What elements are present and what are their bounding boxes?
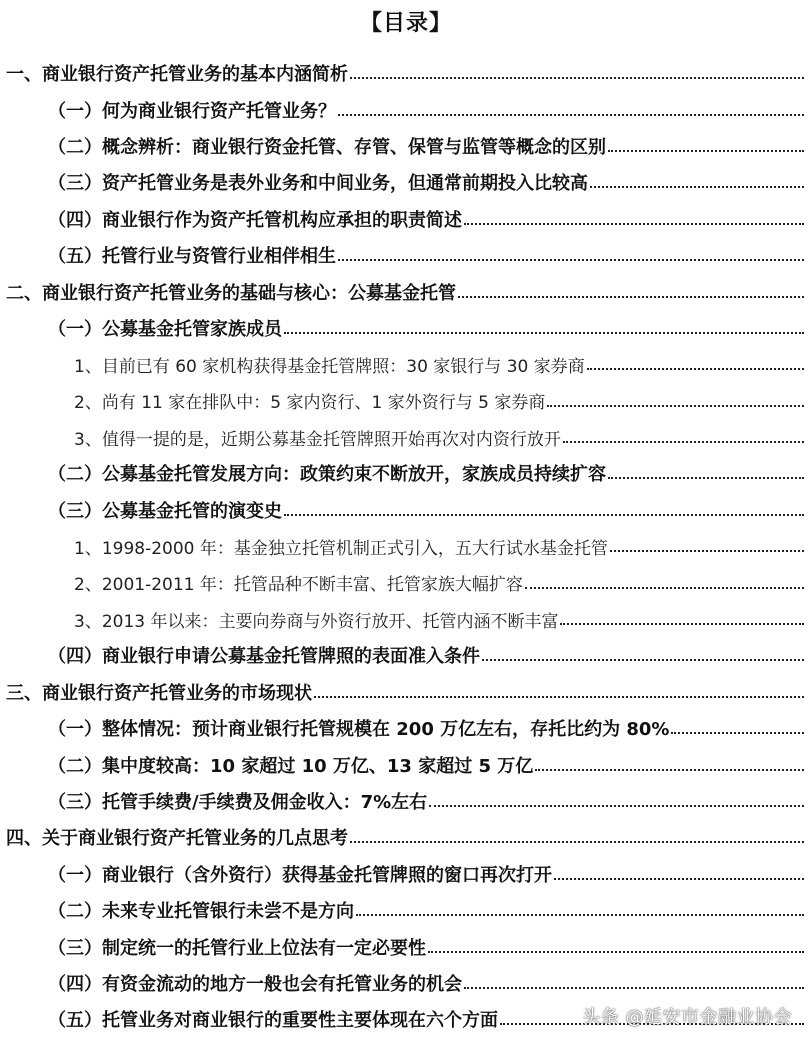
dot-leader bbox=[284, 508, 804, 516]
toc-entry-level-2 bbox=[0, 455, 812, 491]
toc-entry-level-2 bbox=[0, 637, 812, 673]
toc-entry-text: 三、商业银行资产托管业务的市场现状 bbox=[6, 682, 312, 704]
dot-leader bbox=[338, 108, 804, 116]
dot-leader bbox=[535, 763, 804, 771]
toc-entry-level-2 bbox=[0, 164, 812, 200]
toc-entry-text: （四）有资金流动的地方一般也会有托管业务的机会 bbox=[48, 973, 462, 995]
toc-entry-level-2 bbox=[0, 128, 812, 164]
dot-leader bbox=[610, 544, 804, 552]
dot-leader bbox=[428, 945, 804, 953]
toc-entry-text: （一）商业银行（含外资行）获得基金托管牌照的窗口再次打开 bbox=[48, 864, 552, 886]
toc-entry-level-2 bbox=[0, 965, 812, 1001]
toc-entry-text: 1、目前已有 60 家机构获得基金托管牌照：30 家银行与 30 家券商 bbox=[74, 356, 585, 377]
dot-leader bbox=[563, 435, 804, 443]
dot-leader bbox=[464, 981, 804, 989]
dot-leader bbox=[429, 799, 804, 807]
toc-entry-text: （五）托管行业与资管行业相伴相生 bbox=[48, 246, 336, 268]
toc-entry-level-2 bbox=[0, 91, 812, 127]
toc-entry-text: 2、尚有 11 家在排队中：5 家内资行、1 家外资行与 5 家券商 bbox=[74, 393, 546, 414]
dot-leader bbox=[671, 726, 804, 734]
toc-entry-level-2 bbox=[0, 783, 812, 819]
dot-leader bbox=[560, 617, 804, 625]
dot-leader bbox=[356, 908, 804, 916]
dot-leader bbox=[314, 690, 804, 698]
dot-leader bbox=[608, 144, 804, 152]
toc-entry-text: （三）公募基金托管的演变史 bbox=[48, 500, 282, 522]
toc-entry-level-3 bbox=[0, 383, 812, 419]
dot-leader bbox=[525, 581, 804, 589]
toc-title: 【目录】 bbox=[359, 11, 452, 36]
toc-entry-text: （五）托管业务对商业银行的重要性主要体现在六个方面 bbox=[48, 1010, 498, 1032]
toc-entry-text: （一）整体情况：预计商业银行托管规模在 200 万亿左右，存托比约为 80% bbox=[48, 719, 670, 741]
toc-entry-level-2 bbox=[0, 856, 812, 892]
toc-entry-text: 3、2013 年以来：主要向券商与外资行放开、托管内涵不断丰富 bbox=[74, 611, 559, 632]
dot-leader bbox=[458, 290, 804, 298]
toc-entry-text: 一、商业银行资产托管业务的基本内涵简析 bbox=[6, 64, 348, 86]
toc-entry-text: （一）何为商业银行资产托管业务？ bbox=[48, 100, 336, 122]
toc-entry-text: （三）制定统一的托管行业上位法有一定必要性 bbox=[48, 937, 426, 959]
toc-entry-text: 3、值得一提的是，近期公募基金托管牌照开始再次对内资行放开 bbox=[74, 429, 561, 450]
dot-leader bbox=[284, 326, 804, 334]
toc-entry-text: （三）托管手续费/手续费及佣金收入：7%左右 bbox=[48, 792, 428, 813]
dot-leader bbox=[590, 180, 804, 188]
toc-entry-level-2 bbox=[0, 201, 812, 237]
toc-entry-level-2 bbox=[0, 928, 812, 964]
dot-leader bbox=[350, 71, 804, 79]
toc-entry-text: 2、2001-2011 年：托管品种不断丰富、托管家族大幅扩容 bbox=[74, 575, 523, 596]
toc-entry-level-1 bbox=[0, 273, 812, 309]
dot-leader bbox=[338, 253, 804, 261]
toc-entry-text: （二）概念辨析：商业银行资金托管、存管、保管与监管等概念的区别 bbox=[48, 136, 606, 158]
toc-entry-level-3 bbox=[0, 346, 812, 382]
toc-entry-text: 四、关于商业银行资产托管业务的几点思考 bbox=[6, 828, 348, 850]
toc-entry-level-2 bbox=[0, 310, 812, 346]
toc-entry-text: （二）公募基金托管发展方向：政策约束不断放开，家族成员持续扩容 bbox=[48, 464, 606, 486]
toc-entry-level-3 bbox=[0, 419, 812, 455]
toc-entry-level-2 bbox=[0, 746, 812, 782]
toc-entry-level-2 bbox=[0, 892, 812, 928]
toc-entry-level-1 bbox=[0, 55, 812, 91]
toc-entry-text: （四）商业银行作为资产托管机构应承担的职责简述 bbox=[48, 209, 462, 231]
toc-entry-text: 二、商业银行资产托管业务的基础与核心：公募基金托管 bbox=[6, 282, 456, 304]
toc-entry-level-1 bbox=[0, 819, 812, 855]
toc-entry-text: （二）集中度较高：10 家超过 10 万亿、13 家超过 5 万亿 bbox=[48, 755, 534, 777]
dot-leader bbox=[587, 362, 804, 370]
toc-entry-text: （二）未来专业托管银行未尝不是方向 bbox=[48, 901, 354, 923]
dot-leader bbox=[464, 217, 804, 225]
toc-entry-level-3 bbox=[0, 564, 812, 600]
toc-entry-text: 1、1998-2000 年：基金独立托管机制正式引入，五大行试水基金托管 bbox=[74, 538, 608, 559]
toc-entry-level-2 bbox=[0, 710, 812, 746]
table-of-contents bbox=[0, 55, 812, 1038]
dot-leader bbox=[554, 872, 804, 880]
watermark: 头条 @延安市金融业协会 bbox=[582, 1007, 792, 1028]
toc-entry-text: （一）公募基金托管家族成员 bbox=[48, 318, 282, 340]
toc-entry-level-2 bbox=[0, 237, 812, 273]
toc-entry-text: （三）资产托管业务是表外业务和中间业务，但通常前期投入比较高 bbox=[48, 173, 588, 195]
toc-entry-text: （四）商业银行申请公募基金托管牌照的表面准入条件 bbox=[48, 646, 480, 668]
toc-entry-level-3 bbox=[0, 601, 812, 637]
dot-leader bbox=[608, 471, 804, 479]
toc-entry-level-2 bbox=[0, 492, 812, 528]
dot-leader bbox=[547, 399, 804, 407]
toc-entry-level-3 bbox=[0, 528, 812, 564]
toc-entry-level-1 bbox=[0, 674, 812, 710]
dot-leader bbox=[482, 653, 804, 661]
dot-leader bbox=[350, 835, 804, 843]
